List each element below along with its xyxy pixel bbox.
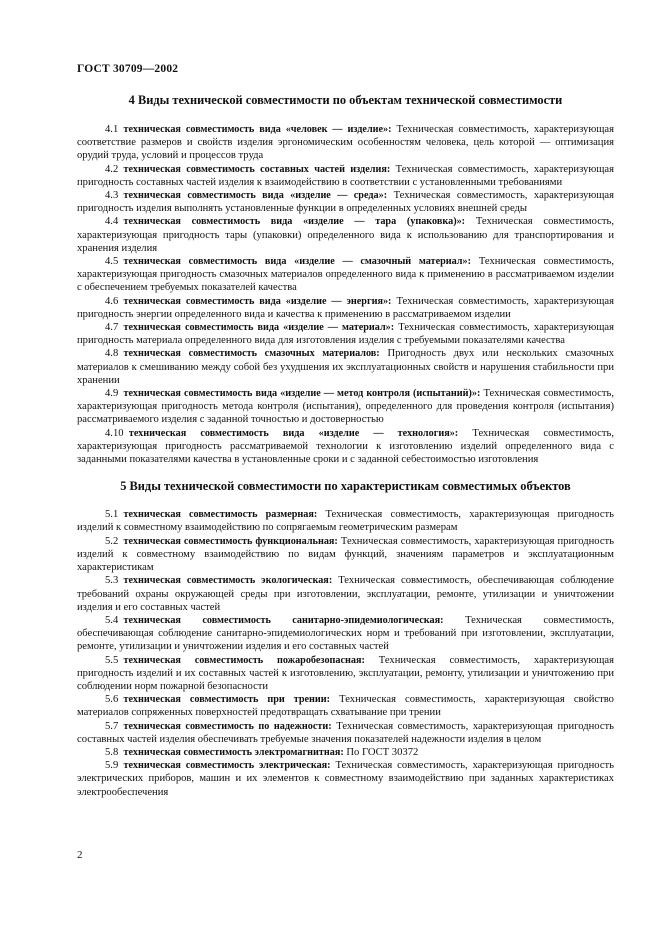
item-definition: Техническая совместимость, характеризующая пригодность составных частей изделия обеспечивать требуемые значения показателей надежности изделия в целом [77,720,614,745]
item-term: техническая совместимость вида «изделие — среда»: [123,190,388,202]
item-definition: Техническая совместимость, характеризующая пригодность изделий и их составных частей к изготовлению, эксплуатации, ремонту, утилизации и уничтожению при соблюдении норм пожарной безопасности [77,654,614,692]
item-term: техническая совместимость вида «изделие — метод контроля (испытаний)»: [123,388,481,400]
definition-item [77,654,614,694]
item-definition: Техническая совместимость, характеризующая пригодность электрических приборов, машин и их элементов к совместному взаимодействию при заданных характеристиках электрообеспечения [77,760,614,798]
item-number: 4.6 [105,295,119,307]
item-definition: Техническая совместимость, характеризующая пригодность энергии определенного вида и качества к применению в рассматриваемом изделии [77,295,614,320]
section-5-heading: 5 Виды технической совместимости по характеристикам совместимых объектов [120,479,571,494]
item-number: 5.6 [105,694,119,706]
definition-item [77,614,614,654]
item-number: 5.5 [105,654,119,666]
section-4-items [77,123,614,466]
item-number: 5.8 [105,746,119,758]
definition-item [77,321,614,347]
item-number: 4.5 [105,256,119,268]
item-term: техническая совместимость экологическая: [123,575,333,587]
item-definition: Техническая совместимость, обеспечивающая соблюдение требований охраны окружающей среды при изготовлении, эксплуатации, ремонте, утилизации и уничтожении изделия и его составных частей [77,575,614,613]
item-number: 4.8 [105,348,119,360]
item-number: 5.2 [105,535,119,547]
definition-item [77,508,614,534]
item-definition: Техническая совместимость, характеризующая пригодность метода контроля (испытания), определенного для проведения контроля (испытания) рассматриваемого изделия с заданной точностью и достоверностью [77,388,614,426]
item-term: техническая совместимость функциональная: [123,535,338,547]
definition-item [77,720,614,746]
item-number: 4.2 [105,163,119,175]
item-number: 5.7 [105,720,119,732]
item-term: техническая совместимость санитарно-эпидемиологическая: [123,614,444,626]
item-definition: Техническая совместимость, характеризующая пригодность составных частей изделия к взаимодействию в соответствии с установленными требованиями [77,163,614,188]
definition-item [77,759,614,799]
item-term: техническая совместимость размерная: [123,509,318,521]
item-term: техническая совместимость пожаробезопасная: [123,654,365,666]
item-number: 5.1 [105,509,119,521]
definition-item [77,387,614,427]
item-number: 5.3 [105,575,119,587]
item-term: техническая совместимость по надежности: [123,720,332,732]
page-number: 2 [77,849,83,861]
item-number: 5.4 [105,614,119,626]
item-definition: Техническая совместимость, характеризующая свойство материалов сопряженных поверхностей предотвращать схватывание при трении [77,694,614,719]
definition-item [77,427,614,467]
item-definition: Пригодность двух или нескольких смазочных материалов к смешиванию между собой без ухудшения их эксплуатационных свойств и нарушения стабильности при хранении [77,348,615,386]
item-definition: Техническая совместимость, характеризующая пригодность смазочных материалов определенного вида к применению в рассматриваемом изделии с обеспечением требуемых показателей качества [77,256,615,294]
item-term: техническая совместимость вида «изделие — материал»: [123,322,395,334]
item-term: техническая совместимость составных частей изделия: [123,163,391,175]
section-4-heading: 4 Виды технической совместимости по объектам технической совместимости [128,93,563,107]
item-term: техническая совместимость вида «изделие — смазочный материал»: [123,256,472,268]
item-definition: Техническая совместимость, обеспечивающая соблюдение санитарно-эпидемиологических норм и требований при изготовлении, эксплуатации, ремонте, утилизации и уничтожении изделия и его составных частей [77,614,614,653]
item-term: техническая совместимость вида «человек — изделие»: [123,124,392,135]
item-number: 5.9 [105,760,119,772]
item-definition: По ГОСТ 30372 [343,746,419,758]
item-term: техническая совместимость электрическая: [123,760,331,772]
item-number: 4.4 [105,216,119,228]
item-definition: Техническая совместимость, характеризующая соответствие размеров и свойств изделия эргономическим особенностям человека, цель которой — оптимизация орудий труда, условий и процессов труда [77,124,614,162]
standard-header: ГОСТ 30709—2002 [77,63,179,75]
definition-item [77,535,614,575]
item-definition: Техническая совместимость, характеризующая пригодность изделий к совместному взаимодействию по видам функций, значениям параметров и эксплуатационным характеристикам [77,535,615,574]
item-definition: Техническая совместимость, характеризующая пригодность рассматриваемой технологии к изготовлению изделий определенного вида с заданными показателями качества в установленные сроки и с заданной себестоимостью изготовления [77,427,614,466]
item-definition: Техническая совместимость, характеризующая пригодность изделия выполнять установленные функции в определенных условиях внешней среды [77,190,614,215]
definition-item [77,163,614,189]
section-5-items [77,508,614,798]
item-term: техническая совместимость электромагнитная: [123,746,344,758]
item-number: 4.10 [105,427,124,439]
item-term: техническая совместимость при трении: [123,694,331,706]
item-definition: Техническая совместимость, характеризующая пригодность тары (упаковки) определенного вида к использованию для транспортирования и хранения изделия [77,216,615,254]
definition-item [77,746,614,759]
definition-item [77,347,614,387]
document-body [77,93,614,799]
item-number: 4.7 [105,322,119,334]
item-term: техническая совместимость вида «изделие — технология»: [128,427,459,439]
definition-item [77,574,614,614]
definition-item [77,255,614,295]
definition-item [77,123,614,163]
definition-item [77,693,614,719]
definition-item [77,295,614,321]
definition-item [77,215,614,255]
item-number: 4.1 [105,124,119,135]
item-definition: Техническая совместимость, характеризующая пригодность изделий к совместному взаимодействию по сопрягаемым геометрическим размерам [77,509,614,534]
item-term: техническая совместимость вида «изделие — тара (упаковка)»: [123,216,466,228]
item-definition: Техническая совместимость, характеризующая пригодность материала определенного вида для изготовления изделия с требуемыми показателями качества [77,322,614,347]
item-number: 4.3 [105,190,119,202]
item-term: техническая совместимость смазочных материалов: [123,348,380,360]
item-term: техническая совместимость вида «изделие — энергия»: [123,295,392,307]
definition-item [77,189,614,215]
item-number: 4.9 [105,388,119,400]
